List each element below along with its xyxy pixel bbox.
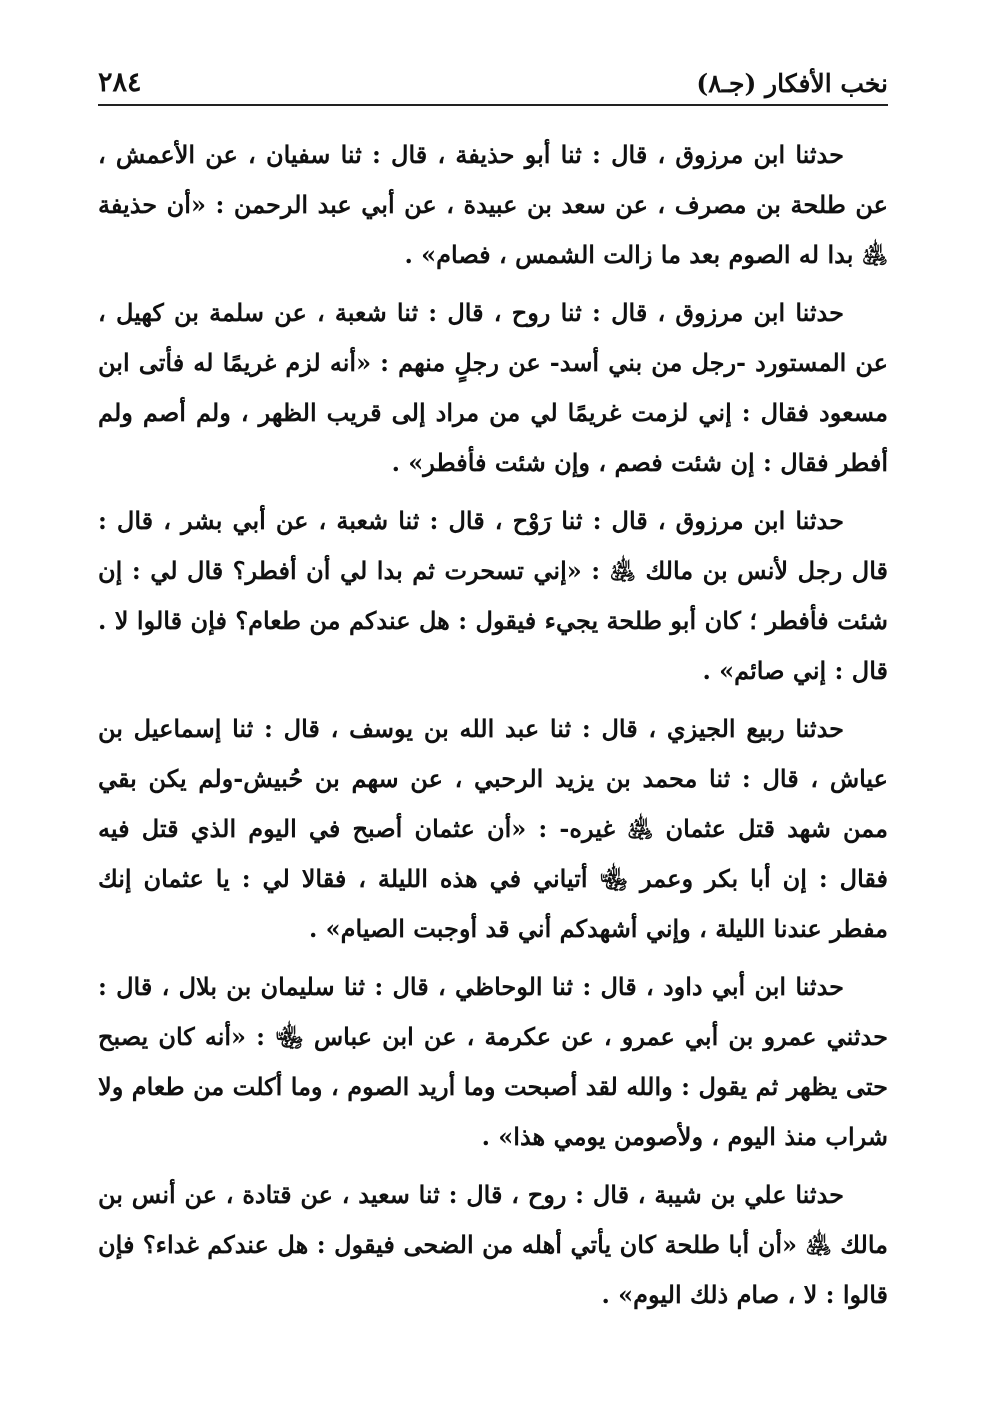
hadith-paragraph-1: حدثنا ابن مرزوق ، قال : ثنا أبو حذيفة ، قال : ثنا سفيان ، عن الأعمش ، عن طلحة بن مصرف ، عن سعد بن عبيدة ، عن أبي عبد الرحمن : «أن حذيفة ﵁ بدا له الصوم بعد ما زالت الشمس ، فصام» . bbox=[98, 140, 888, 269]
hadith-paragraph-5: حدثنا ابن أبي داود ، قال : ثنا الوحاظي ، قال : ثنا سليمان بن بلال ، قال : حدثني عمرو بن أبي عمرو ، عن عكرمة ، عن ابن عباس ﵄ : «أنه كان يصبح حتى يظهر ثم يقول : والله لقد أصبحت وما أريد الصوم ، وما أكلت من طعام ولا شراب منذ اليوم ، ولأصومن يومي هذا» . bbox=[98, 972, 888, 1151]
page-number: ٢٨٤ bbox=[98, 67, 142, 98]
hadith-paragraph-3: حدثنا ابن مرزوق ، قال : ثنا رَوْح ، قال : ثنا شعبة ، عن أبي بشر ، قال : قال رجل لأنس بن مالك ﵁ : «إني تسحرت ثم بدا لي أن أفطر؟ قال لي : إن شئت فأفطر ؛ كان أبو طلحة يجيء فيقول : هل عندكم من طعام؟ فإن قالوا لا . قال : إني صائم» . bbox=[98, 506, 888, 685]
hadith-paragraph-6: حدثنا علي بن شيبة ، قال : روح ، قال : ثنا سعيد ، عن قتادة ، عن أنس بن مالك ﵁ «أن أبا طلحة كان يأتي أهله من الضحى فيقول : هل عندكم غداء؟ فإن قالوا : لا ، صام ذلك اليوم» . bbox=[98, 1180, 888, 1309]
hadith-paragraph-2: حدثنا ابن مرزوق ، قال : ثنا روح ، قال : ثنا شعبة ، عن سلمة بن كهيل ، عن المستورد -رجل من بني أسد- عن رجلٍ منهم : «أنه لزم غريمًا له فأتى ابن مسعود فقال : إني لزمت غريمًا لي من مراد إلى قريب الظهر ، ولم أصم ولم أفطر فقال : إن شئت فصم ، وإن شئت فأفطر» . bbox=[98, 298, 888, 477]
hadith-paragraph-4: حدثنا ربيع الجيزي ، قال : ثنا عبد الله بن يوسف ، قال : ثنا إسماعيل بن عياش ، قال : ثنا محمد بن يزيد الرحبي ، عن سهم بن حُبيش-ولم يكن بقي ممن شهد قتل عثمان ﵁ غيره- : «أن عثمان أصبح في اليوم الذي قتل فيه فقال : إن أبا بكر وعمر ﵄ أتياني في هذه الليلة ، فقالا لي : يا عثمان إنك مفطر عندنا الليلة ، وإني أشهدكم أني قد أوجبت الصيام» . bbox=[98, 714, 888, 943]
page-header bbox=[98, 58, 888, 106]
book-title: نخب الأفكار (جـ٨) bbox=[696, 69, 888, 98]
page-content bbox=[98, 130, 888, 1328]
